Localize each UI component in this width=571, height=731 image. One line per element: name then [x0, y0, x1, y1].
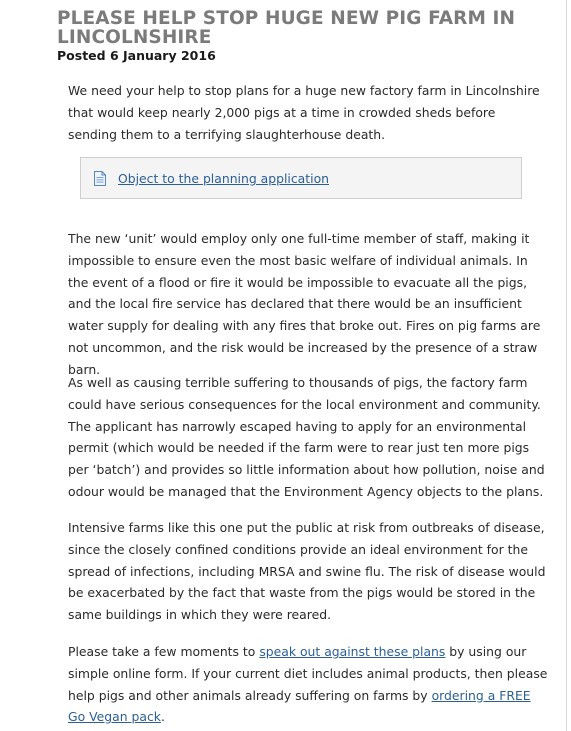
call-to-action-paragraph [68, 641, 548, 728]
cta-text-middle: by using our simple online form. If your current diet includes animal products, then please help pigs and other animals already suffering on farms by [68, 644, 548, 703]
disease-paragraph: Intensive farms like this one put the public at risk from outbreaks of disease, since the closely confined conditions provide an ideal environment for the spread of infections, including MRSA and swine flu. The risk of disease would be exacerbated by the fact that waste from the pigs would be stored in the same buildings in which they were reared. [68, 520, 546, 623]
document-icon [94, 171, 106, 186]
staffing-paragraph: The new ‘unit’ would employ only one full-time member of staff, making it impossible to ensure even the most basic welfare of individual animals. In the event of a flood or fire it would be impossible to evacuate all the pigs, and the local fire service has declared that there would be an insufficient water supply for dealing with any fires that broke out. Fires on pig farms are not uncommon, and the risk would be increased by the presence of a straw barn. [68, 231, 541, 377]
environment-paragraph: As well as causing terrible suffering to thousands of pigs, the factory farm could have serious consequences for the local environment and community. The applicant has narrowly escaped having to apply for an environmental permit (which would be needed if the farm were to rear just ten more pigs per ‘batch’) and provides so little information about how pollution, noise and odour would be managed that the Environment Agency objects to the plans. [68, 375, 545, 499]
post-date: Posted 6 January 2016 [57, 48, 216, 63]
cta-text-after: . [160, 709, 165, 725]
cta-text-before: Please take a few moments to [68, 644, 260, 659]
go-vegan-pack-link[interactable]: ordering a FREE Go Vegan pack [68, 687, 531, 725]
planning-application-box [80, 157, 522, 199]
object-planning-application-link[interactable]: Object to the planning application [118, 171, 329, 186]
intro-paragraph: We need your help to stop plans for a huge new factory farm in Lincolnshire that would keep nearly 2,000 pigs at a time in crowded sheds before sending them to a terrifying slaughterhouse death. [68, 83, 540, 142]
speak-out-link[interactable]: speak out against these plans [259, 644, 446, 659]
article-title: PLEASE HELP STOP HUGE NEW PIG FARM IN LINCOLNSHIRE [57, 8, 516, 48]
content-divider [566, 0, 567, 731]
